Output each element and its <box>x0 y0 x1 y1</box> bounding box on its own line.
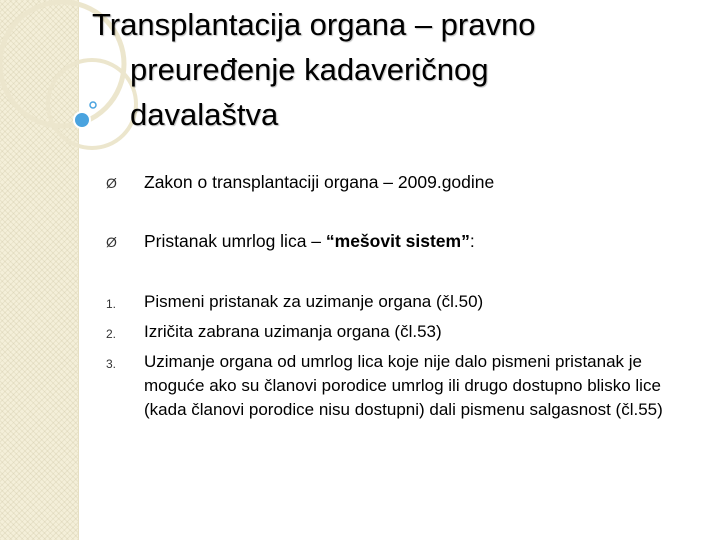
arrow-bullet-icon: Ø <box>106 175 117 191</box>
bullet-item <box>106 229 475 254</box>
bullet-text-suffix: : <box>469 231 475 251</box>
bullet-text: Zakon o transplantaciji organa – 2009.godine <box>144 172 495 192</box>
bullet-item <box>106 170 494 195</box>
list-number: 2. <box>106 327 117 341</box>
title-line-3: davalaštva <box>130 97 279 132</box>
numbered-text: Uzimanje organa od umrlog lica koje nije dalo pismeni pristanak je moguće ako su članovi porodice umrlog ili drugo dostupno blisko lice (kada članovi porodice nisu dostupni) dali pismenu salgasnost (čl.55) <box>144 352 663 419</box>
bullet-text-prefix: Pristanak umrlog lica – <box>144 231 326 251</box>
bullet-text-bold: “mešovit sistem” <box>325 231 470 251</box>
numbered-item <box>106 350 666 422</box>
left-decorative-band <box>0 0 79 540</box>
numbered-item <box>106 320 706 344</box>
title-line-2: preuređenje kadaveričnog <box>130 52 489 87</box>
list-number: 3. <box>106 357 117 371</box>
slide-title <box>92 2 692 137</box>
list-number: 1. <box>106 297 117 311</box>
title-line-1: Transplantacija organa – pravno <box>92 7 536 42</box>
arrow-bullet-icon: Ø <box>106 234 117 250</box>
numbered-text: Izričita zabrana uzimanja organa (čl.53) <box>144 322 442 341</box>
numbered-text: Pismeni pristanak za uzimanje organa (čl.50) <box>144 292 484 311</box>
numbered-item <box>106 290 706 314</box>
